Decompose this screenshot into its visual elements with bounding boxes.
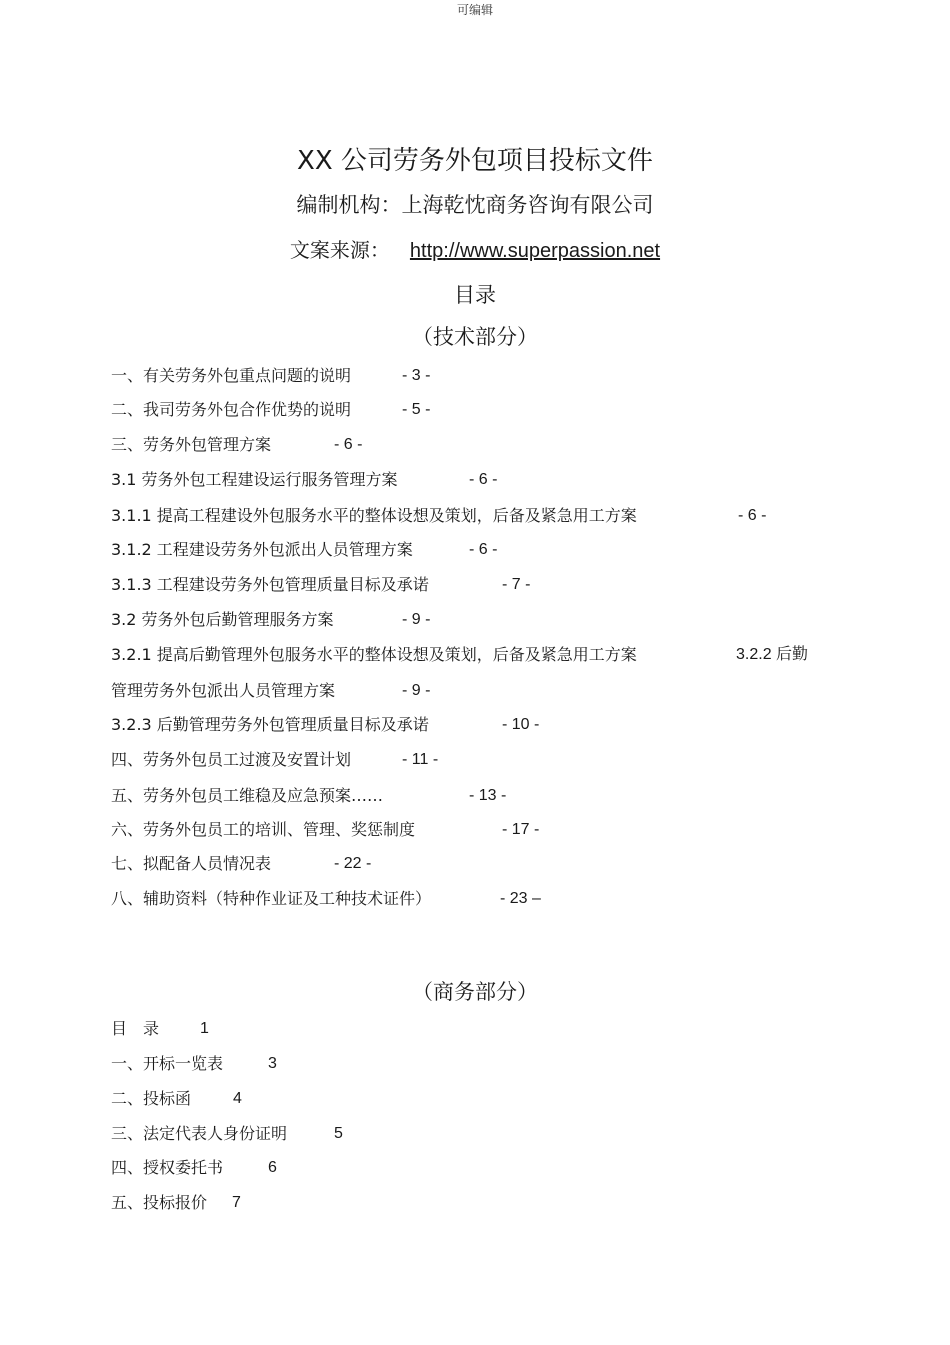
toc-entry: [111, 1158, 223, 1178]
toc-entry-text: 3.1.1 提高工程建设外包服务水平的整体设想及策划，后备及紧急用工方案: [111, 506, 637, 525]
toc-entry-text: 二、投标函: [111, 1089, 192, 1108]
toc-entry-page: - 5 -: [402, 401, 431, 418]
toc-entry: [111, 435, 271, 455]
toc-entry-text: 七、拟配备人员情况表: [111, 854, 272, 873]
toc-entry: [111, 854, 271, 874]
toc-entry-page: - 6 -: [334, 436, 363, 453]
toc-entry: [111, 1019, 159, 1039]
toc-entry: [111, 681, 335, 701]
toc-entry-text: 目 录: [111, 1019, 160, 1038]
toc-entry-text: 3.2.1 提高后勤管理外包服务水平的整体设想及策划，后备及紧急用工方案: [111, 645, 637, 664]
business-section-heading: （商务部分）: [412, 980, 538, 1004]
toc-entry: [111, 715, 429, 735]
toc-entry-page: - 6 -: [469, 541, 498, 558]
toc-entry: [111, 1193, 207, 1213]
toc-entry-text: 四、授权委托书: [111, 1158, 224, 1177]
toc-entry-text: 管理劳务外包派出人员管理方案: [111, 681, 336, 700]
toc-entry-page: - 23 –: [500, 890, 541, 907]
toc-entry-page: - 9 -: [402, 682, 431, 699]
toc-entry: [111, 645, 637, 665]
toc-entry-page: 1: [200, 1020, 209, 1037]
toc-entry-page: - 10 -: [502, 716, 540, 733]
toc-entry-page: - 17 -: [502, 821, 540, 838]
toc-entry-page: 5: [334, 1125, 343, 1142]
toc-entry-text: 3.2 劳务外包后勤管理服务方案: [111, 610, 334, 629]
toc-entry-text: 3.1 劳务外包工程建设运行服务管理方案: [111, 470, 398, 489]
source-label: 文案来源：: [289, 238, 390, 262]
toc-entry-text: 五、劳务外包员工维稳及应急预案……: [111, 786, 384, 805]
toc-entry-page: 3.2.2 后勤: [736, 646, 809, 663]
toc-entry: [111, 1124, 287, 1144]
toc-entry: [111, 506, 637, 526]
tech-section-heading: （技术部分）: [412, 325, 538, 349]
toc-entry-page: 7: [232, 1194, 241, 1211]
toc-entry: [111, 575, 429, 595]
toc-entry-page: - 6 -: [469, 471, 498, 488]
toc-entry-text: 六、劳务外包员工的培训、管理、奖惩制度: [111, 820, 416, 839]
toc-entry-page: 4: [233, 1090, 242, 1107]
org-line: 编制机构：上海乾忱商务咨询有限公司: [296, 193, 654, 217]
toc-entry: [111, 889, 431, 909]
toc-entry: [111, 786, 383, 806]
toc-entry-text: 三、劳务外包管理方案: [111, 435, 272, 454]
document-title: XX 公司劳务外包项目投标文件: [297, 146, 653, 176]
source-link[interactable]: http://www.superpassion.net: [409, 240, 661, 262]
toc-entry-text: 3.2.3 后勤管理劳务外包管理质量目标及承诺: [111, 715, 429, 734]
toc-entry: [111, 400, 351, 420]
toc-entry-page: 6: [268, 1159, 277, 1176]
toc-entry: [111, 470, 398, 490]
toc-entry-text: 一、有关劳务外包重点问题的说明: [111, 366, 352, 385]
toc-entry: [111, 750, 351, 770]
toc-entry-text: 二、我司劳务外包合作优势的说明: [111, 400, 352, 419]
toc-entry: [111, 366, 351, 386]
toc-entry-text: 三、法定代表人身份证明: [111, 1124, 288, 1143]
toc-entry-page: - 6 -: [738, 507, 767, 524]
toc-entry: [111, 820, 415, 840]
toc-entry-page: 3: [268, 1055, 277, 1072]
toc-entry-page: - 3 -: [402, 367, 431, 384]
toc-entry-text: 四、劳务外包员工过渡及安置计划: [111, 750, 352, 769]
toc-entry-text: 3.1.2 工程建设劳务外包派出人员管理方案: [111, 540, 413, 559]
toc-entry-text: 3.1.3 工程建设劳务外包管理质量目标及承诺: [111, 575, 429, 594]
toc-entry: [111, 540, 413, 560]
toc-entry-page: - 13 -: [469, 787, 507, 804]
toc-entry: [111, 1054, 223, 1074]
toc-entry-page: - 22 -: [334, 855, 372, 872]
toc-entry: [111, 1089, 191, 1109]
toc-entry-text: 一、开标一览表: [111, 1054, 224, 1073]
header-note: 可编辑: [456, 3, 493, 17]
toc-entry-page: - 11 -: [402, 751, 439, 768]
source-line: [0, 234, 950, 263]
toc-entry-text: 五、投标报价: [111, 1193, 208, 1212]
toc-entry: [111, 610, 334, 630]
toc-title: 目录: [454, 283, 496, 307]
toc-entry-page: - 7 -: [502, 576, 531, 593]
toc-entry-page: - 9 -: [402, 611, 431, 628]
toc-entry-text: 八、辅助资料（特种作业证及工种技术证件）: [111, 889, 432, 908]
